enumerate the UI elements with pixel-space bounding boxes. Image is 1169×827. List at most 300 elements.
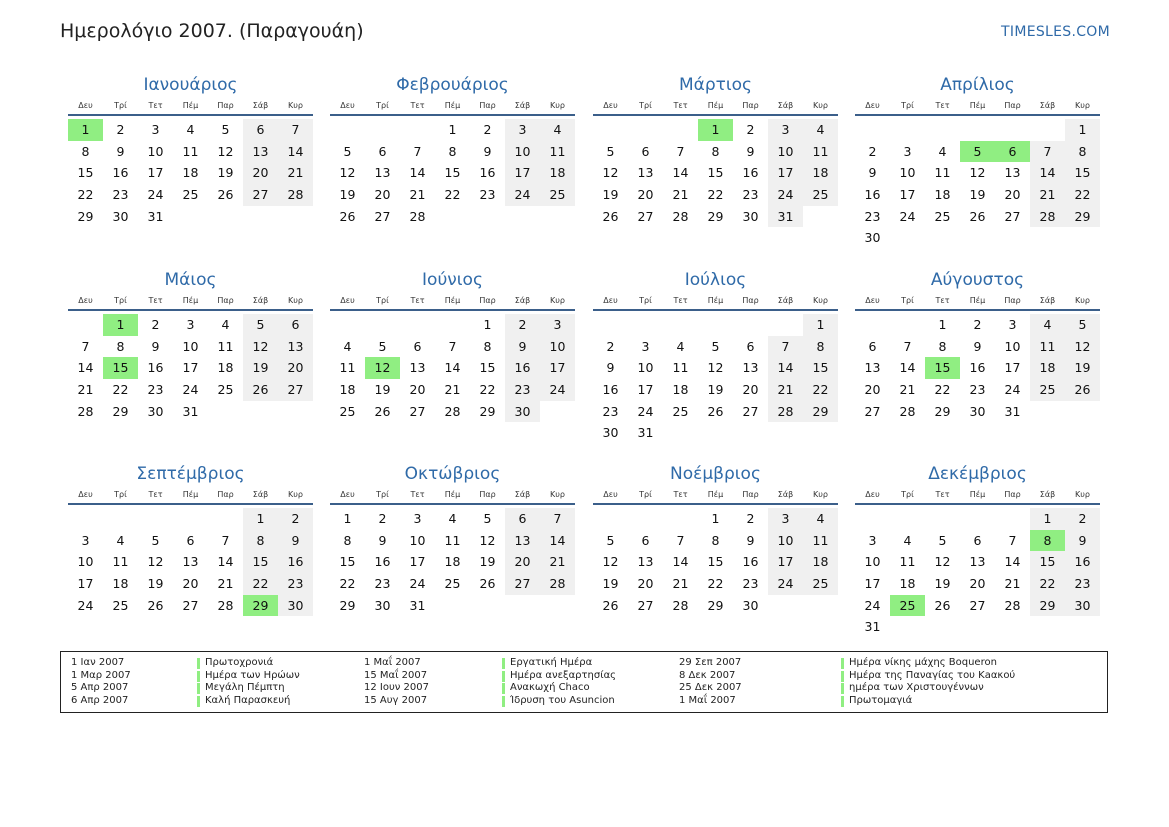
day-cell: 20 xyxy=(1004,187,1021,203)
weekday-label: Δευ xyxy=(865,490,880,499)
day-cell: 3 xyxy=(868,532,877,548)
day-cell: 14 xyxy=(278,141,313,163)
day-cell: 14 xyxy=(217,554,234,570)
weekday-header xyxy=(330,294,575,308)
day-cell: 16 xyxy=(864,187,881,203)
day-cell: 3 xyxy=(1008,317,1017,332)
day-cell: 5 xyxy=(243,314,278,336)
weekday-label: Παρ xyxy=(742,296,759,305)
weekday-label: Πέμ xyxy=(182,490,199,499)
holiday-day-cell: 12 xyxy=(365,357,400,379)
day-grid xyxy=(593,508,838,616)
day-cell: 9 xyxy=(116,143,125,159)
day-cell: 7 xyxy=(903,338,912,354)
legend-date: 29 Σεπ 2007 xyxy=(679,657,742,668)
day-cell: 1 xyxy=(803,314,838,336)
weekday-label: Κυρ xyxy=(813,490,828,499)
day-cell: 25 xyxy=(540,184,575,206)
day-cell: 20 xyxy=(182,576,199,592)
day-cell: 30 xyxy=(969,403,986,419)
weekday-label: Τρί xyxy=(901,490,914,499)
weekday-label: Παρ xyxy=(217,296,234,305)
empty-cell xyxy=(400,314,435,336)
weekday-header xyxy=(330,99,575,113)
day-cell: 9 xyxy=(483,143,492,159)
header-divider xyxy=(68,503,313,505)
day-cell: 8 xyxy=(1065,141,1100,163)
weekday-label: Δευ xyxy=(603,490,618,499)
day-cell: 6 xyxy=(746,338,755,354)
day-cell: 13 xyxy=(182,554,199,570)
day-cell: 30 xyxy=(864,230,881,246)
day-cell: 25 xyxy=(803,573,838,595)
day-cell: 18 xyxy=(1030,357,1065,379)
day-cell: 15 xyxy=(444,165,461,181)
holiday-day-cell: 1 xyxy=(103,314,138,336)
site-link[interactable]: TIMESLES.COM xyxy=(1001,24,1110,40)
weekday-header xyxy=(68,294,313,308)
empty-cell xyxy=(103,508,138,530)
day-cell: 24 xyxy=(505,184,540,206)
day-cell: 8 xyxy=(803,336,838,358)
day-cell: 27 xyxy=(1004,208,1021,224)
legend-color-marker xyxy=(841,696,844,707)
day-cell: 12 xyxy=(934,554,951,570)
day-cell: 25 xyxy=(182,187,199,203)
day-cell: 28 xyxy=(1004,597,1021,613)
month-calendar xyxy=(68,73,313,227)
day-cell: 29 xyxy=(1065,206,1100,228)
day-cell: 3 xyxy=(641,338,650,354)
weekday-label: Δευ xyxy=(865,101,880,110)
day-cell: 24 xyxy=(147,187,164,203)
month-calendar xyxy=(330,268,575,422)
day-cell: 30 xyxy=(505,401,540,423)
day-cell: 23 xyxy=(864,208,881,224)
day-grid xyxy=(330,508,575,616)
day-cell: 17 xyxy=(505,162,540,184)
day-cell: 22 xyxy=(707,576,724,592)
day-cell: 29 xyxy=(707,208,724,224)
day-cell: 7 xyxy=(81,338,90,354)
day-grid xyxy=(68,119,313,227)
day-cell: 22 xyxy=(1030,573,1065,595)
month-name: Ιούνιος xyxy=(422,270,483,290)
day-cell: 4 xyxy=(186,122,195,137)
empty-cell xyxy=(365,119,400,141)
weekday-label: Κυρ xyxy=(813,296,828,305)
day-cell: 8 xyxy=(938,338,947,354)
legend-date: 1 Μαρ 2007 xyxy=(71,669,131,681)
day-cell: 5 xyxy=(343,143,352,159)
day-cell: 29 xyxy=(707,597,724,613)
day-cell: 2 xyxy=(483,122,492,137)
empty-cell xyxy=(995,119,1030,141)
day-cell: 2 xyxy=(151,317,160,332)
legend-date: 1 Μαΐ 2007 xyxy=(679,695,736,707)
day-cell: 9 xyxy=(746,143,755,159)
weekday-label: Κυρ xyxy=(1075,490,1090,499)
holiday-day-cell: 1 xyxy=(68,119,103,141)
day-cell: 11 xyxy=(672,360,689,376)
day-cell: 6 xyxy=(505,508,540,530)
day-cell: 11 xyxy=(1030,336,1065,358)
day-cell: 5 xyxy=(378,338,387,354)
day-cell: 22 xyxy=(934,382,951,398)
day-cell: 17 xyxy=(409,554,426,570)
day-cell: 28 xyxy=(899,403,916,419)
day-cell: 11 xyxy=(934,165,951,181)
day-cell: 23 xyxy=(147,382,164,398)
day-cell: 27 xyxy=(637,597,654,613)
day-cell: 5 xyxy=(1065,314,1100,336)
legend-holiday-name: Εργατική Ημέρα xyxy=(510,657,593,668)
day-cell: 31 xyxy=(1004,403,1021,419)
day-grid xyxy=(330,314,575,422)
empty-cell xyxy=(960,508,995,530)
legend-date: 15 Αυγ 2007 xyxy=(364,695,428,707)
day-grid xyxy=(855,314,1100,422)
weekday-label: Παρ xyxy=(742,490,759,499)
weekday-header xyxy=(855,488,1100,502)
day-cell: 15 xyxy=(1030,551,1065,573)
weekday-label: Παρ xyxy=(479,490,496,499)
month-name: Σεπτέμβριος xyxy=(136,464,245,484)
day-cell: 9 xyxy=(1065,530,1100,552)
day-cell: 6 xyxy=(378,143,387,159)
day-cell: 19 xyxy=(1065,357,1100,379)
empty-cell xyxy=(855,508,890,530)
day-cell: 9 xyxy=(746,532,755,548)
day-cell: 3 xyxy=(540,314,575,336)
day-cell: 16 xyxy=(278,551,313,573)
weekday-label: Πέμ xyxy=(444,490,461,499)
weekday-label: Σάβ xyxy=(1039,490,1056,499)
day-cell: 30 xyxy=(147,403,164,419)
weekday-label: Τρί xyxy=(901,296,914,305)
day-cell: 3 xyxy=(186,317,195,332)
weekday-label: Πέμ xyxy=(969,296,986,305)
day-cell: 21 xyxy=(1030,184,1065,206)
weekday-label: Τρί xyxy=(114,101,127,110)
weekday-label: Τρί xyxy=(114,490,127,499)
day-cell: 27 xyxy=(243,184,278,206)
day-cell: 13 xyxy=(278,336,313,358)
legend-date: 5 Απρ 2007 xyxy=(71,682,129,694)
weekday-label: Κυρ xyxy=(1075,296,1090,305)
legend-color-marker xyxy=(841,671,844,682)
day-cell: 23 xyxy=(742,187,759,203)
month-name: Μάρτιος xyxy=(678,75,753,95)
day-cell: 22 xyxy=(339,576,356,592)
weekday-label: Σάβ xyxy=(777,101,794,110)
day-cell: 28 xyxy=(672,208,689,224)
day-cell: 2 xyxy=(378,511,387,526)
day-cell: 8 xyxy=(243,530,278,552)
weekday-label: Τρί xyxy=(639,296,652,305)
day-cell: 28 xyxy=(278,184,313,206)
day-cell: 20 xyxy=(374,187,391,203)
holiday-day-cell: 25 xyxy=(890,595,925,617)
day-grid xyxy=(855,508,1100,638)
day-cell: 16 xyxy=(742,165,759,181)
day-cell: 13 xyxy=(243,141,278,163)
day-cell: 13 xyxy=(864,360,881,376)
day-cell: 22 xyxy=(803,379,838,401)
weekday-label: Κυρ xyxy=(288,296,303,305)
empty-cell xyxy=(400,119,435,141)
day-cell: 22 xyxy=(112,382,129,398)
month-name: Αύγουστος xyxy=(930,270,1025,290)
day-cell: 13 xyxy=(374,165,391,181)
day-cell: 28 xyxy=(768,401,803,423)
day-cell: 2 xyxy=(868,143,877,159)
empty-cell xyxy=(698,314,733,336)
weekday-label: Δευ xyxy=(340,296,355,305)
day-cell: 28 xyxy=(444,403,461,419)
header-divider xyxy=(68,309,313,311)
day-cell: 24 xyxy=(409,576,426,592)
day-cell: 24 xyxy=(768,184,803,206)
weekday-label: Τετ xyxy=(673,490,688,499)
day-cell: 5 xyxy=(151,532,160,548)
page-title: Ημερολόγιο 2007. (Παραγουάη) xyxy=(60,20,364,42)
day-cell: 26 xyxy=(147,597,164,613)
day-cell: 4 xyxy=(1030,314,1065,336)
day-cell: 7 xyxy=(676,143,685,159)
day-cell: 20 xyxy=(409,382,426,398)
legend-date: 1 Ιαν 2007 xyxy=(71,657,125,668)
holiday-day-cell: 8 xyxy=(1030,530,1065,552)
day-cell: 17 xyxy=(77,576,94,592)
weekday-header xyxy=(68,99,313,113)
day-cell: 26 xyxy=(374,403,391,419)
weekday-label: Πέμ xyxy=(182,101,199,110)
empty-cell xyxy=(855,314,890,336)
day-cell: 7 xyxy=(278,119,313,141)
day-cell: 7 xyxy=(1030,141,1065,163)
day-cell: 21 xyxy=(278,162,313,184)
day-cell: 22 xyxy=(77,187,94,203)
day-cell: 18 xyxy=(444,554,461,570)
weekday-label: Δευ xyxy=(78,296,93,305)
day-cell: 11 xyxy=(182,143,199,159)
day-cell: 21 xyxy=(217,576,234,592)
weekday-label: Κυρ xyxy=(550,296,565,305)
day-cell: 10 xyxy=(505,141,540,163)
day-cell: 5 xyxy=(606,532,615,548)
day-cell: 27 xyxy=(637,208,654,224)
day-cell: 25 xyxy=(803,184,838,206)
day-cell: 3 xyxy=(413,511,422,526)
month-calendar xyxy=(855,268,1100,422)
day-cell: 12 xyxy=(602,165,619,181)
month-calendar xyxy=(330,73,575,227)
day-cell: 1 xyxy=(1065,119,1100,141)
day-cell: 11 xyxy=(339,360,356,376)
day-cell: 7 xyxy=(448,338,457,354)
day-cell: 5 xyxy=(711,338,720,354)
day-cell: 8 xyxy=(116,338,125,354)
day-cell: 14 xyxy=(1030,162,1065,184)
day-cell: 31 xyxy=(182,403,199,419)
day-cell: 26 xyxy=(602,597,619,613)
legend-holiday-name: Μεγάλη Πέμπτη xyxy=(205,682,285,694)
empty-cell xyxy=(68,508,103,530)
day-cell: 17 xyxy=(637,382,654,398)
day-cell: 9 xyxy=(606,360,615,376)
empty-cell xyxy=(1030,119,1065,141)
weekday-label: Τετ xyxy=(935,296,950,305)
day-cell: 14 xyxy=(672,165,689,181)
weekday-label: Δευ xyxy=(340,490,355,499)
header-divider xyxy=(855,503,1100,505)
day-cell: 23 xyxy=(278,573,313,595)
empty-cell xyxy=(855,119,890,141)
legend-holiday-name: Ίδρυση του Asuncion xyxy=(510,695,615,707)
weekday-label: Σάβ xyxy=(514,490,531,499)
weekday-label: Δευ xyxy=(340,101,355,110)
empty-cell xyxy=(960,119,995,141)
legend-date: 8 Δεκ 2007 xyxy=(679,669,736,681)
day-cell: 5 xyxy=(938,532,947,548)
day-cell: 15 xyxy=(707,165,724,181)
weekday-label: Τρί xyxy=(639,490,652,499)
day-cell: 4 xyxy=(803,119,838,141)
day-cell: 7 xyxy=(540,508,575,530)
day-cell: 20 xyxy=(505,551,540,573)
day-cell: 7 xyxy=(676,532,685,548)
day-cell: 25 xyxy=(112,597,129,613)
day-cell: 3 xyxy=(151,122,160,137)
day-cell: 9 xyxy=(973,338,982,354)
empty-cell xyxy=(593,314,628,336)
weekday-label: Τετ xyxy=(410,296,425,305)
day-cell: 6 xyxy=(641,532,650,548)
day-cell: 24 xyxy=(182,382,199,398)
day-cell: 3 xyxy=(768,119,803,141)
day-cell: 10 xyxy=(540,336,575,358)
weekday-label: Δευ xyxy=(603,101,618,110)
legend-date: 1 Μαΐ 2007 xyxy=(364,657,421,668)
day-cell: 10 xyxy=(864,554,881,570)
weekday-label: Τρί xyxy=(639,101,652,110)
legend-date: 15 Μαΐ 2007 xyxy=(364,669,428,681)
day-cell: 25 xyxy=(339,403,356,419)
day-cell: 2 xyxy=(746,511,755,526)
day-cell: 23 xyxy=(112,187,129,203)
day-cell: 25 xyxy=(672,403,689,419)
day-cell: 16 xyxy=(505,357,540,379)
day-cell: 1 xyxy=(938,317,947,332)
day-cell: 9 xyxy=(278,530,313,552)
legend-holiday-name: Ημέρα των Ηρώων xyxy=(205,669,300,681)
day-cell: 10 xyxy=(77,554,94,570)
day-cell: 10 xyxy=(182,338,199,354)
weekday-label: Πέμ xyxy=(969,490,986,499)
day-cell: 30 xyxy=(742,597,759,613)
weekday-label: Παρ xyxy=(1004,296,1021,305)
day-cell: 8 xyxy=(448,143,457,159)
day-cell: 8 xyxy=(81,143,90,159)
weekday-label: Δευ xyxy=(603,296,618,305)
day-grid xyxy=(330,119,575,227)
weekday-header xyxy=(68,488,313,502)
legend-color-marker xyxy=(502,696,505,707)
day-cell: 2 xyxy=(606,338,615,354)
empty-cell xyxy=(68,314,103,336)
empty-cell xyxy=(995,508,1030,530)
day-cell: 27 xyxy=(505,573,540,595)
weekday-label: Τετ xyxy=(673,296,688,305)
empty-cell xyxy=(890,508,925,530)
day-cell: 8 xyxy=(483,338,492,354)
weekday-label: Σάβ xyxy=(252,296,269,305)
day-cell: 10 xyxy=(899,165,916,181)
day-cell: 3 xyxy=(505,119,540,141)
day-cell: 11 xyxy=(803,530,838,552)
legend-color-marker xyxy=(502,658,505,669)
weekday-label: Κυρ xyxy=(288,490,303,499)
day-cell: 11 xyxy=(217,338,234,354)
day-cell: 7 xyxy=(221,532,230,548)
header-divider xyxy=(68,114,313,116)
day-cell: 4 xyxy=(343,338,352,354)
day-cell: 30 xyxy=(112,208,129,224)
day-cell: 3 xyxy=(903,143,912,159)
day-cell: 1 xyxy=(343,511,352,526)
day-cell: 15 xyxy=(77,165,94,181)
day-cell: 4 xyxy=(221,317,230,332)
day-cell: 25 xyxy=(1030,379,1065,401)
day-cell: 7 xyxy=(1008,532,1017,548)
legend-color-marker xyxy=(197,671,200,682)
day-cell: 10 xyxy=(637,360,654,376)
legend-holiday-name: Καλή Παρασκευή xyxy=(205,695,291,707)
day-cell: 19 xyxy=(243,357,278,379)
day-cell: 15 xyxy=(243,551,278,573)
day-cell: 20 xyxy=(637,576,654,592)
weekday-label: Τετ xyxy=(148,490,163,499)
day-cell: 10 xyxy=(1004,338,1021,354)
empty-cell xyxy=(330,314,365,336)
day-cell: 23 xyxy=(1065,573,1100,595)
weekday-label: Δευ xyxy=(865,296,880,305)
weekday-label: Παρ xyxy=(1004,101,1021,110)
day-cell: 13 xyxy=(637,165,654,181)
day-cell: 6 xyxy=(278,314,313,336)
legend-date: 25 Δεκ 2007 xyxy=(679,682,742,694)
day-cell: 30 xyxy=(742,208,759,224)
weekday-label: Τρί xyxy=(114,296,127,305)
day-cell: 27 xyxy=(374,208,391,224)
empty-cell xyxy=(138,508,173,530)
empty-cell xyxy=(628,508,663,530)
day-cell: 15 xyxy=(1065,162,1100,184)
day-grid xyxy=(593,119,838,227)
empty-cell xyxy=(435,314,470,336)
weekday-label: Πέμ xyxy=(707,296,724,305)
day-cell: 4 xyxy=(803,508,838,530)
day-cell: 14 xyxy=(768,357,803,379)
day-cell: 4 xyxy=(903,532,912,548)
header-divider xyxy=(855,114,1100,116)
month-calendar xyxy=(330,462,575,616)
weekday-label: Τρί xyxy=(376,296,389,305)
day-cell: 17 xyxy=(864,576,881,592)
day-cell: 17 xyxy=(768,162,803,184)
weekday-label: Πέμ xyxy=(182,296,199,305)
